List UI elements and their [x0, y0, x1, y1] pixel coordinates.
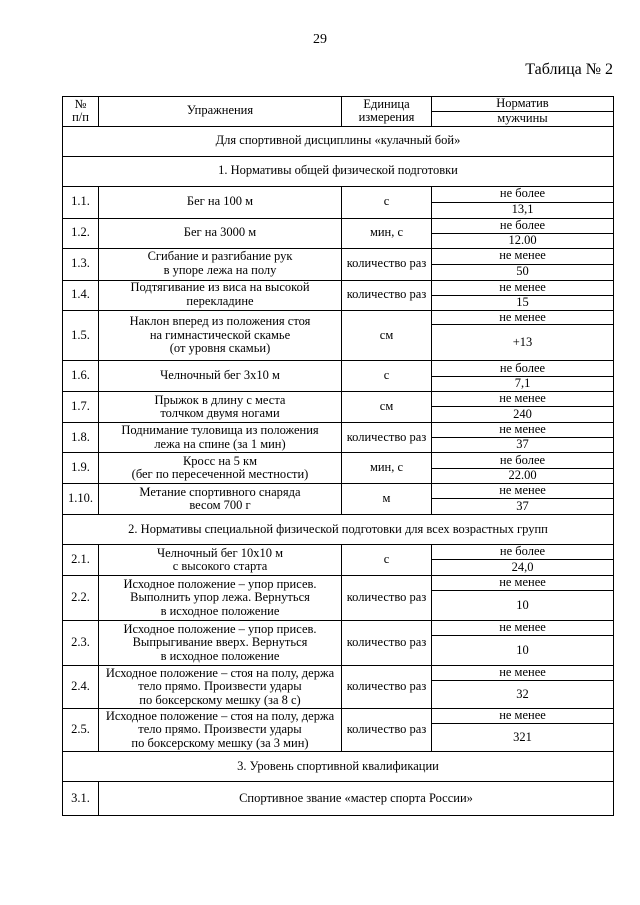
- row-condition: не более: [432, 545, 614, 560]
- row-condition: не менее: [432, 576, 614, 591]
- table-row: [63, 545, 614, 560]
- row-unit: количество раз: [342, 576, 432, 621]
- row-condition: не менее: [432, 423, 614, 438]
- row-number: 1.9.: [63, 453, 99, 484]
- row-exercise: Подтягивание из виса на высокой перекладине: [99, 280, 342, 310]
- row-number: 2.5.: [63, 709, 99, 752]
- header-number: № п/п: [63, 97, 99, 127]
- row-value: 37: [432, 438, 614, 453]
- table-row: [63, 186, 614, 202]
- table-row: [63, 621, 614, 636]
- row-exercise: Исходное положение – стоя на полу, держа тело прямо. Произвести удары по боксерскому мешку (за 8 с): [99, 666, 342, 709]
- row-value: 12.00: [432, 233, 614, 248]
- row-number: 2.2.: [63, 576, 99, 621]
- row-exercise: Челночный бег 3x10 м: [99, 361, 342, 392]
- section-title: 1. Нормативы общей физической подготовки: [63, 156, 614, 186]
- row-value: 22.00: [432, 469, 614, 484]
- row-condition: не менее: [432, 621, 614, 636]
- row-exercise: Исходное положение – упор присев. Выполнить упор лежа. Вернуться в исходное положение: [99, 576, 342, 621]
- discipline-title: Для спортивной дисциплины «кулачный бой»: [63, 126, 614, 156]
- row-condition: не менее: [432, 666, 614, 681]
- table-row: [63, 484, 614, 499]
- row-exercise: Метание спортивного снаряда весом 700 г: [99, 484, 342, 515]
- row-unit: см: [342, 310, 432, 361]
- row-value: 50: [432, 264, 614, 280]
- row-unit: количество раз: [342, 709, 432, 752]
- row-number: 1.2.: [63, 218, 99, 248]
- table-row: [63, 576, 614, 591]
- page-number: 29: [313, 32, 327, 47]
- row-condition: не более: [432, 361, 614, 377]
- row-value: 15: [432, 295, 614, 310]
- header-unit: Единица измерения: [342, 97, 432, 127]
- row-exercise: Бег на 100 м: [99, 186, 342, 218]
- row-number: 1.7.: [63, 392, 99, 423]
- row-value: 24,0: [432, 560, 614, 576]
- row-number: 1.6.: [63, 361, 99, 392]
- row-unit: количество раз: [342, 621, 432, 666]
- row-value: 240: [432, 407, 614, 423]
- row-number: 2.4.: [63, 666, 99, 709]
- qualification-title: Спортивное звание «мастер спорта России»: [99, 782, 614, 816]
- row-number: 1.3.: [63, 248, 99, 280]
- row-exercise: Кросс на 5 км (бег по пересеченной местности): [99, 453, 342, 484]
- row-unit: количество раз: [342, 248, 432, 280]
- table-row: [63, 392, 614, 407]
- table-row: [63, 453, 614, 469]
- row-condition: не более: [432, 218, 614, 233]
- row-number: 2.3.: [63, 621, 99, 666]
- row-value: 13,1: [432, 202, 614, 218]
- row-unit: количество раз: [342, 666, 432, 709]
- row-value: +13: [432, 325, 614, 361]
- row-exercise: Челночный бег 10x10 м с высокого старта: [99, 545, 342, 576]
- table-label: Таблица № 2: [525, 61, 613, 78]
- row-number: 1.5.: [63, 310, 99, 361]
- row-condition: не менее: [432, 280, 614, 295]
- row-unit: с: [342, 545, 432, 576]
- row-condition: не менее: [432, 248, 614, 264]
- row-unit: м: [342, 484, 432, 515]
- section-row: [63, 515, 614, 545]
- row-value: 7,1: [432, 377, 614, 392]
- row-condition: не более: [432, 453, 614, 469]
- row-unit: с: [342, 186, 432, 218]
- row-number: 1.10.: [63, 484, 99, 515]
- row-condition: не менее: [432, 709, 614, 724]
- row-value: 37: [432, 499, 614, 515]
- section-title: 2. Нормативы специальной физической подготовки для всех возрастных групп: [63, 515, 614, 545]
- row-condition: не более: [432, 186, 614, 202]
- row-unit: см: [342, 392, 432, 423]
- row-exercise: Прыжок в длину с места толчком двумя ногами: [99, 392, 342, 423]
- table-row: [63, 280, 614, 295]
- row-condition: не менее: [432, 392, 614, 407]
- section-row: [63, 752, 614, 782]
- header-exercise: Упражнения: [99, 97, 342, 127]
- section-row: [63, 156, 614, 186]
- row-exercise: Наклон вперед из положения стоя на гимнастической скамье (от уровня скамьи): [99, 310, 342, 361]
- norms-table: [62, 96, 614, 816]
- header-men: мужчины: [432, 111, 614, 126]
- row-unit: мин, с: [342, 453, 432, 484]
- table-row: [63, 423, 614, 438]
- header-norm: Норматив: [432, 97, 614, 112]
- row-number: 1.8.: [63, 423, 99, 453]
- section-title: 3. Уровень спортивной квалификации: [63, 752, 614, 782]
- row-exercise: Сгибание и разгибание рук в упоре лежа на полу: [99, 248, 342, 280]
- row-value: 321: [432, 724, 614, 752]
- row-unit: количество раз: [342, 423, 432, 453]
- row-condition: не менее: [432, 484, 614, 499]
- row-value: 10: [432, 636, 614, 666]
- row-number: 2.1.: [63, 545, 99, 576]
- table-row: [63, 782, 614, 816]
- header-row: [63, 97, 614, 112]
- discipline-row: [63, 126, 614, 156]
- row-number: 1.1.: [63, 186, 99, 218]
- table-row: [63, 361, 614, 377]
- row-unit: количество раз: [342, 280, 432, 310]
- row-exercise: Бег на 3000 м: [99, 218, 342, 248]
- row-value: 32: [432, 681, 614, 709]
- row-unit: с: [342, 361, 432, 392]
- table-row: [63, 218, 614, 233]
- table-row: [63, 709, 614, 724]
- table-row: [63, 666, 614, 681]
- row-exercise: Исходное положение – стоя на полу, держа тело прямо. Произвести удары по боксерскому мешку (за 3 мин): [99, 709, 342, 752]
- row-exercise: Исходное положение – упор присев. Выпрыгивание вверх. Вернуться в исходное положение: [99, 621, 342, 666]
- table-row: [63, 248, 614, 264]
- row-unit: мин, с: [342, 218, 432, 248]
- row-condition: не менее: [432, 310, 614, 325]
- row-value: 10: [432, 591, 614, 621]
- row-number: 1.4.: [63, 280, 99, 310]
- table-row: [63, 310, 614, 325]
- row-exercise: Поднимание туловища из положения лежа на спине (за 1 мин): [99, 423, 342, 453]
- row-number: 3.1.: [63, 782, 99, 816]
